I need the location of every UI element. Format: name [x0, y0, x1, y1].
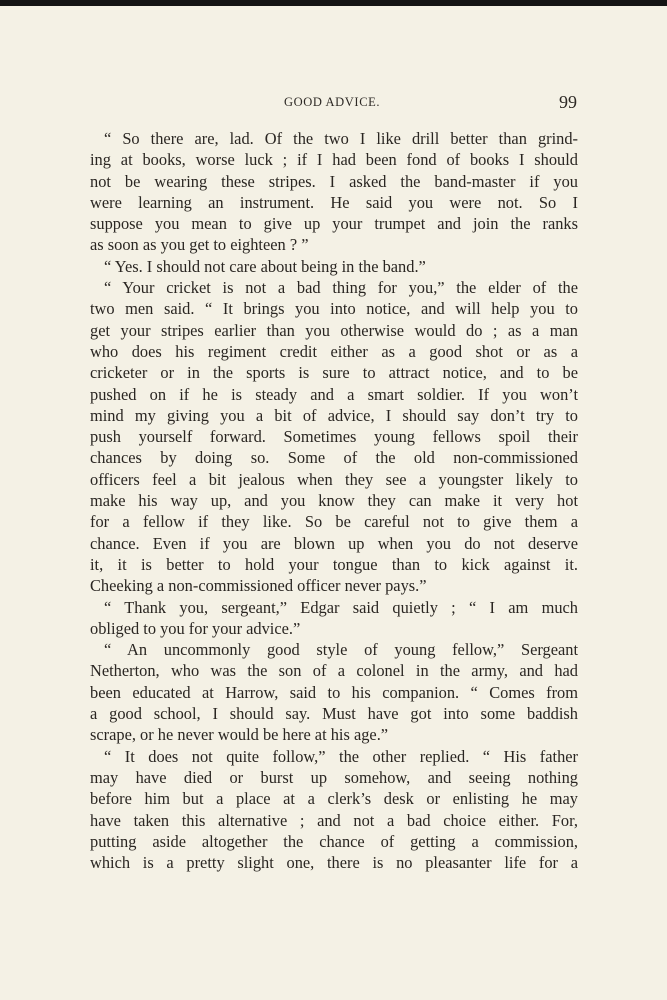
text-line: Netherton, who was the son of a colonel in the army, and had — [90, 661, 578, 681]
text-line: a good school, I should say. Must have got into some baddish — [90, 704, 578, 724]
text-line: scrape, or he never would be here at his age.” — [90, 725, 389, 745]
text-line: as soon as you get to eighteen ? ” — [90, 235, 309, 255]
text-line: cricketer or in the sports is sure to attract notice, and to be — [90, 363, 578, 383]
text-line: been educated at Harrow, said to his companion. “ Comes from — [90, 682, 578, 702]
text-line: “ Yes. I should not care about being in the band.” — [104, 256, 426, 276]
running-head: GOOD ADVICE. — [284, 95, 381, 109]
text-line: two men said. “ It brings you into notice, and will help you to — [90, 299, 578, 319]
text-line: not be wearing these stripes. I asked the band-master if you — [90, 171, 578, 191]
text-line: mind my giving you a bit of advice, I should say don’t try to — [90, 405, 578, 425]
text-line: “ Thank you, sergeant,” Edgar said quietly ; “ I am much — [104, 597, 578, 617]
text-line: pushed on if he is steady and a smart soldier. If you won’t — [90, 384, 578, 404]
text-line: it, it is better to hold your tongue than to kick against it. — [90, 554, 578, 574]
text-line: who does his regiment credit either as a good shot or as a — [90, 341, 578, 361]
text-line: which is a pretty slight one, there is no pleasanter life for a — [90, 853, 578, 873]
text-line: officers feel a bit jealous when they see a youngster likely to — [90, 469, 578, 489]
text-line: “ So there are, lad. Of the two I like drill better than grind- — [104, 129, 578, 148]
text-line: “ Your cricket is not a bad thing for you,” the elder of the — [104, 278, 578, 298]
text-line: may have died or burst up somehow, and seeing nothing — [90, 767, 578, 787]
text-line: make his way up, and you know they can make it very hot — [90, 491, 578, 511]
text-line: Cheeking a non-commissioned officer never pays.” — [90, 576, 427, 596]
text-line: suppose you mean to give up your trumpet and join the ranks — [90, 214, 578, 234]
page-number: 99 — [559, 92, 577, 112]
text-line: chances by doing so. Some of the old non-commissioned — [90, 448, 578, 468]
text-line: obliged to you for your advice.” — [90, 618, 301, 638]
text-line: were learning an instrument. He said you were not. So I — [90, 192, 578, 212]
page-header — [92, 92, 577, 112]
text-line: before him but a place at a clerk’s desk or enlisting he may — [90, 789, 578, 809]
page-top-edge — [0, 0, 667, 6]
body-text — [90, 128, 578, 873]
text-line: get your stripes earlier than you otherwise would do ; as a man — [90, 320, 578, 340]
text-line: “ It does not quite follow,” the other replied. “ His father — [104, 746, 578, 766]
text-line: putting aside altogether the chance of getting a commission, — [90, 831, 578, 851]
text-line: for a fellow if they like. So be careful not to give them a — [90, 512, 578, 532]
text-line: “ An uncommonly good style of young fellow,” Sergeant — [104, 640, 578, 660]
text-line: ing at books, worse luck ; if I had been fond of books I should — [90, 150, 578, 170]
text-line: push yourself forward. Sometimes young fellows spoil their — [90, 427, 578, 447]
text-line: have taken this alternative ; and not a bad choice either. For, — [90, 810, 578, 830]
text-line: chance. Even if you are blown up when you do not deserve — [90, 533, 578, 553]
